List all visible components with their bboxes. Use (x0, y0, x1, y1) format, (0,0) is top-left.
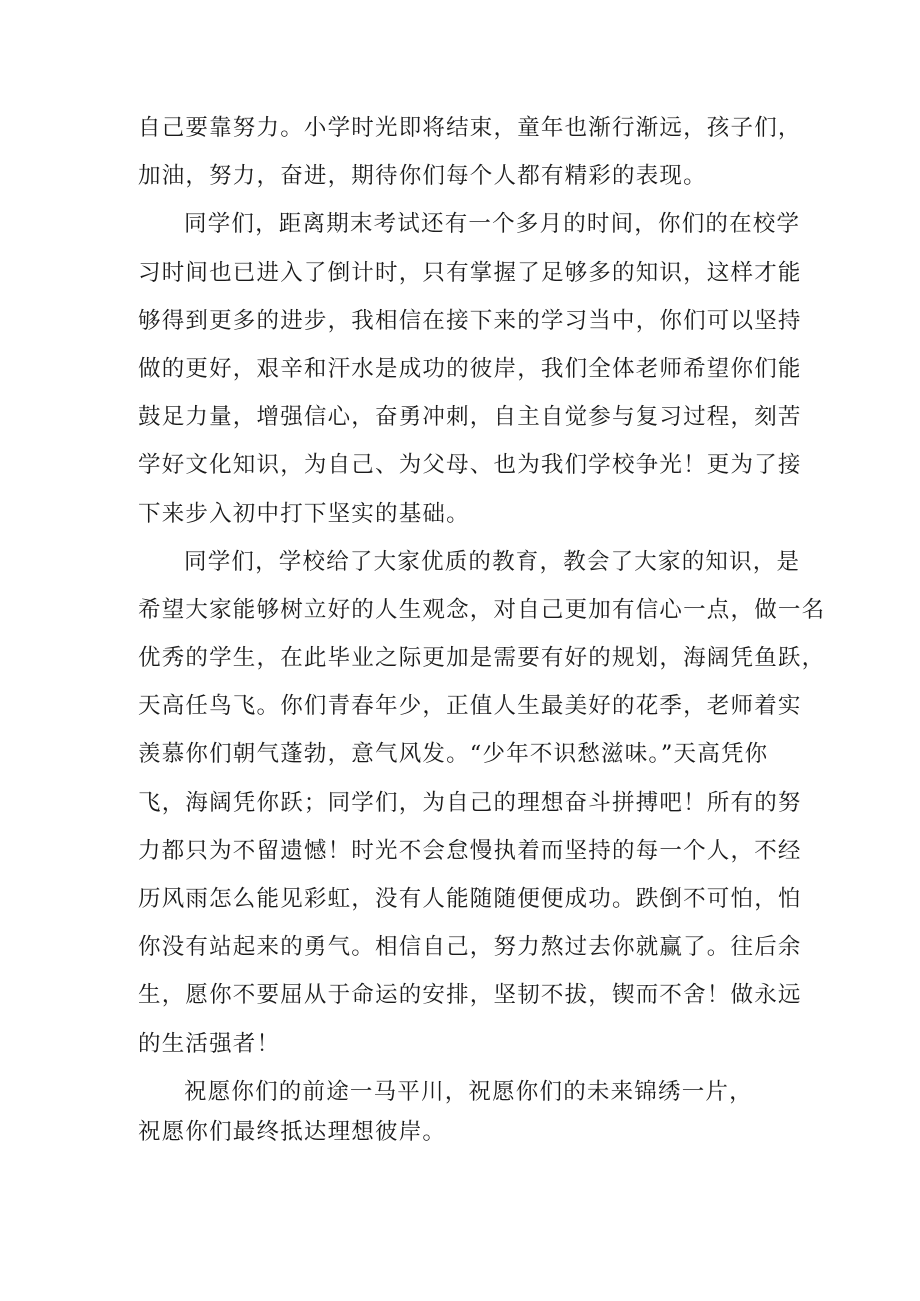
paragraph-3-line-1: 同学们，学校给了大家优质的教育，教会了大家的知识，是 (184, 548, 801, 575)
paragraph-3-line-10: 生，愿你不要屈从于命运的安排，坚韧不拔，锲而不舍！做永远 (138, 982, 802, 1009)
paragraph-3-line-8: 历风雨怎么能见彩虹，没有人能随随便便成功。跌倒不可怕，怕 (138, 886, 802, 912)
paragraph-2-line-3: 够得到更多的进步，我相信在接下来的学习当中，你们可以坚持 (138, 307, 802, 334)
paragraph-3-line-5: 羡慕你们朝气蓬勃，意气风发。“少年不识愁滋味。”天高凭你 (138, 741, 769, 768)
document-body (138, 104, 826, 1148)
closing-line-2: 祝愿你们最终抵达理想彼岸。 (138, 1118, 447, 1145)
paragraph-2-line-6: 学好文化知识，为自己、为父母、也为我们学校争光！更为了接 (138, 452, 802, 479)
paragraph-3-line-11: 的生活强者！ (138, 1030, 281, 1057)
paragraph-3-line-3: 优秀的学生，在此毕业之际更加是需要有好的规划，海阔凭鱼跃， (138, 645, 826, 672)
paragraph-3-line-2: 希望大家能够树立好的人生观念，对自己更加有信心一点，做一名 (138, 596, 826, 623)
paragraph-1-line-1: 自己要靠努力。小学时光即将结束，童年也渐行渐远，孩子们， (138, 115, 802, 141)
paragraph-2-line-2: 习时间也已进入了倒计时，只有掌握了足够多的知识，这样才能 (138, 259, 802, 286)
paragraph-3-line-7: 力都只为不留遗憾！时光不会怠慢执着而坚持的每一个人，不经 (138, 837, 802, 864)
paragraph-3-line-6: 飞，海阔凭你跃；同学们，为自己的理想奋斗拼搏吧！所有的努 (138, 789, 802, 816)
closing-line-1: 祝愿你们的前途一马平川，祝愿你们的未来锦绣一片， (184, 1078, 753, 1105)
paragraph-2-line-5: 鼓足力量，增强信心，奋勇冲刺，自主自觉参与复习过程，刻苦 (138, 404, 802, 431)
paragraph-1-line-2: 加油，努力，奋进，期待你们每个人都有精彩的表现。 (138, 163, 707, 190)
paragraph-3-line-4: 天高任鸟飞。你们青春年少，正值人生最美好的花季，老师着实 (138, 693, 802, 720)
paragraph-2-line-7: 下来步入初中打下坚实的基础。 (138, 500, 470, 527)
paragraph-2-line-1: 同学们，距离期末考试还有一个多月的时间，你们的在校学 (184, 211, 801, 238)
paragraph-2-line-4: 做的更好，艰辛和汗水是成功的彼岸，我们全体老师希望你们能 (138, 355, 802, 382)
paragraph-3-line-9: 你没有站起来的勇气。相信自己，努力熬过去你就赢了。往后余 (138, 934, 802, 961)
